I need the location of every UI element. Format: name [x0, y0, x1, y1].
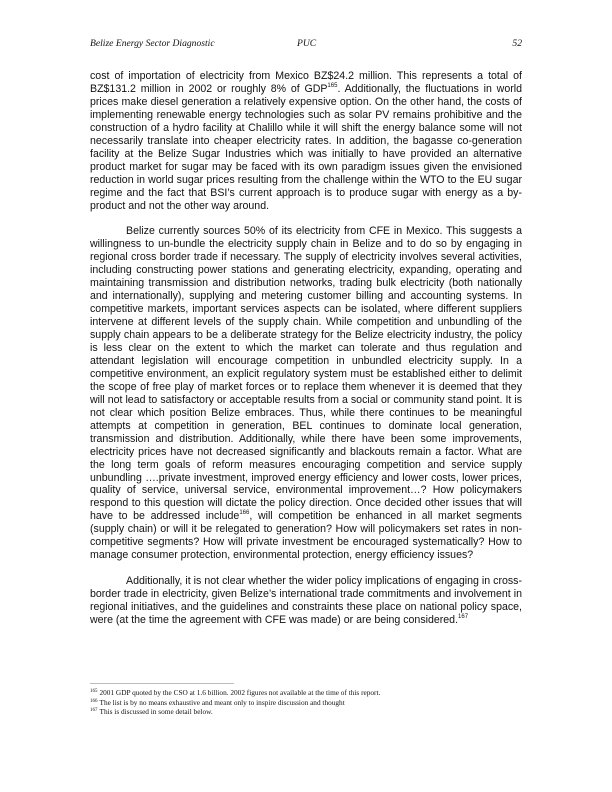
- footnote-ref-167[interactable]: 167: [458, 614, 469, 620]
- footnote-166: [90, 698, 530, 708]
- paragraph-3: [90, 575, 522, 627]
- footnote-ref-166[interactable]: 166: [239, 510, 250, 517]
- paragraph-2: [90, 225, 522, 562]
- footnote-number: 165: [90, 689, 98, 694]
- paragraph-text: , will competition be enhanced in all market segments (supply chain) or will it be relegated to generation? How will policymakers set rates in non-competitive segments? How will private investment be encouraged systematically? How to manage consumer protection, environmental protection, energy efficiency issues?: [90, 510, 522, 562]
- organization-label: PUC: [297, 38, 317, 49]
- paragraph-text: cost of importation of electricity from Mexico BZ$24.2 million. This represents a total of BZ$131.2 million in 2002 or roughly 8% of GDP: [90, 70, 522, 95]
- page-header: [90, 38, 522, 52]
- body-text: [90, 70, 522, 627]
- footnote-text: This is discussed in some detail below.: [99, 707, 213, 717]
- footnote-165: [90, 688, 530, 698]
- paragraph-text: . Additionally, the fluctuations in world prices make diesel generation a relatively expensive option. On the other hand, the costs of implementing renewable energy technologies such as solar PV remains prohibitive and the construction of a hydro facility at Chalillo while it will shift the energy balance some will not necessarily translate into cheaper electricity rates. In addition, the bagasse co-generation facility at the Belize Sugar Industries which was initially to have provided an alternative product market for sugar may be faced with its own paradigm issues given the envisioned reduction in world sugar prices resulting from the challenge within the WTO to the EU sugar regime and the fact that BSI’s current approach is to produce sugar with energy as a by-product and not the other way around.: [90, 82, 522, 212]
- paragraph-text: Belize currently sources 50% of its electricity from CFE in Mexico. This suggests a willingness to un-bundle the electricity supply chain in Belize and to do so by engaging in regional cross border trade if necessary. The supply of electricity involves several activities, including constructing power stations and generating electricity, expanding, operating and maintaining transmission and distribution networks, trading bulk electricity (both nationally and internationally), supplying and metering customer billing and accounting systems. In competitive markets, important services aspects can be isolated, where different suppliers intervene at different levels of the supply chain. While competition and unbundling of the supply chain appears to be a deliberate strategy for the Belize electricity industry, the policy is less clear on the extent to which the market can tolerate and thus regulation and attendant legislation will encourage competition in unbundled electricity supply. In a competitive environment, an explicit regulatory system must be established either to delimit the scope of free play of market forces or to replace them whenever it is deemed that they will not lead to satisfactory or acceptable results from a social or community stand point. It is not clear which position Belize embraces. Thus, while there continues to be meaningful attempts at competition in generation, BEL continues to dominate local generation, transmission and distribution. Additionally, while there have been some improvements, electricity prices have not decreased significantly and blackouts remain a factor. What are the long term goals of reform measures encouraging competition and service supply unbundling ….private investment, improved energy efficiency and lower costs, lower prices, quality of service, universal service, environmental improvement…? How policymakers respond to this question will dictate the policy direction. Once decided other issues that will have to be addressed include: [90, 225, 522, 523]
- footnote-number: 166: [90, 698, 98, 704]
- footnote-167: [90, 707, 530, 717]
- footnote-text: 2001 GDP quoted by the CSO at 1.6 billion. 2002 figures not available at the time of this report.: [99, 688, 381, 697]
- document-title: Belize Energy Sector Diagnostic: [90, 38, 215, 49]
- footnotes: [90, 688, 530, 717]
- page-number: 52: [512, 38, 522, 49]
- paragraph-1: [90, 70, 522, 212]
- footnote-ref-165[interactable]: 165: [327, 82, 338, 89]
- footnote-number: 167: [90, 708, 98, 714]
- footnote-text: The list is by no means exhaustive and meant only to inspire discussion and thought: [99, 697, 345, 707]
- paragraph-text: Additionally, it is not clear whether the wider policy implications of engaging in cross-border trade in electricity, given Belize’s international trade commitments and involvement in regional initiatives, and the guidelines and constraints these place on national policy space, were (at the time the agreement with CFE was made) or are being considered.: [90, 575, 522, 626]
- footnote-separator: [90, 683, 234, 684]
